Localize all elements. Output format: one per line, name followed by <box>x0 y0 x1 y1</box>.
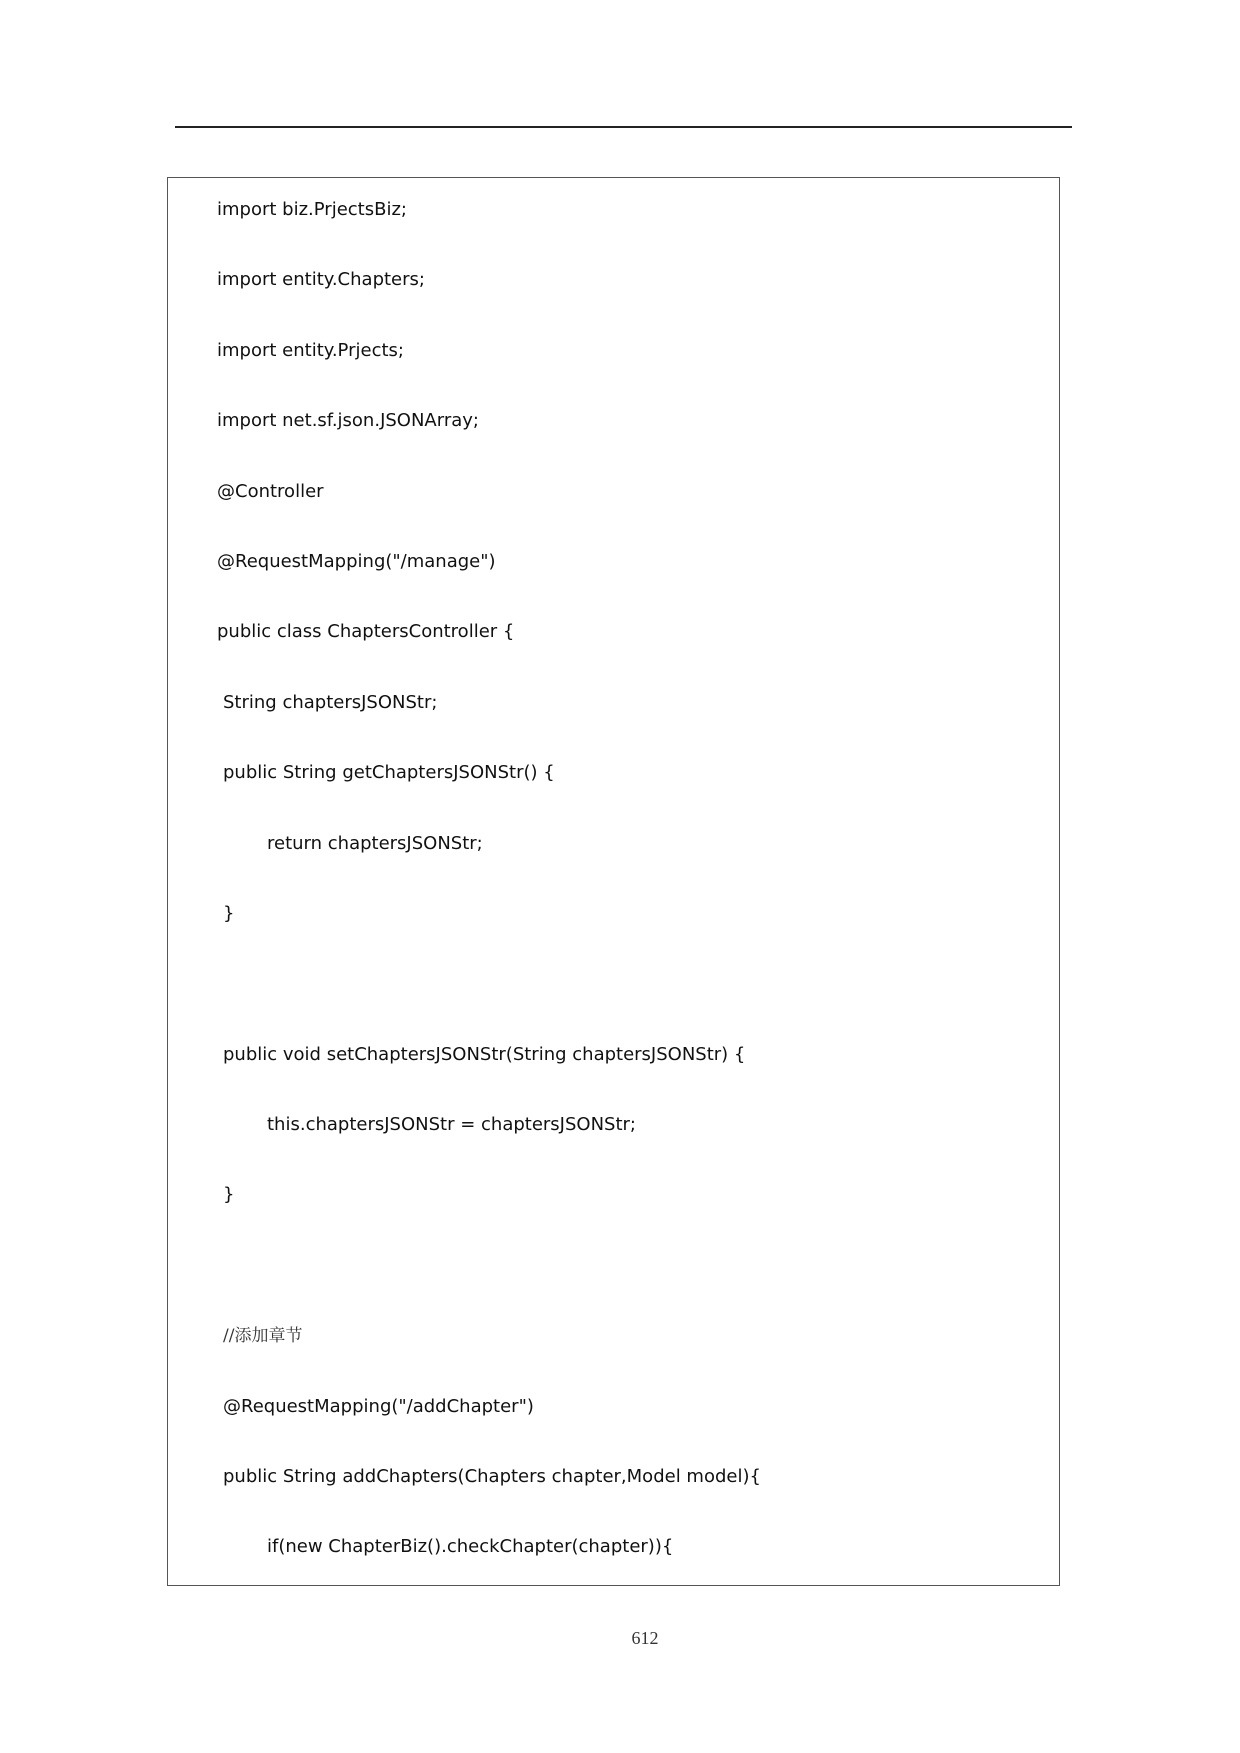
header-rule <box>175 126 1072 128</box>
code-line: import entity.Chapters; <box>217 269 425 291</box>
code-line: } <box>223 902 235 924</box>
code-line: this.chaptersJSONStr = chaptersJSONStr; <box>267 1114 636 1136</box>
code-line: public void setChaptersJSONStr(String chaptersJSONStr) { <box>223 1043 746 1065</box>
code-line: import biz.PrjectsBiz; <box>217 199 407 220</box>
code-line: @RequestMapping("/manage") <box>217 550 496 572</box>
code-line: if(new ChapterBiz().checkChapter(chapter)){ <box>267 1536 674 1558</box>
code-line: import entity.Prjects; <box>217 339 404 361</box>
code-comment: //添加章节 <box>223 1326 303 1347</box>
page-number: 612 <box>631 1628 659 1648</box>
code-line: @Controller <box>217 480 324 502</box>
code-line: public String addChapters(Chapters chapter,Model model){ <box>223 1466 761 1488</box>
code-line: return chaptersJSONStr; <box>267 832 483 854</box>
code-line: import net.sf.json.JSONArray; <box>217 410 479 432</box>
code-listing-box <box>167 177 1060 1586</box>
code-line: public String getChaptersJSONStr() { <box>223 762 555 784</box>
code-line: @RequestMapping("/addChapter") <box>223 1395 534 1417</box>
code-line: } <box>223 1184 235 1206</box>
code-line: String chaptersJSONStr; <box>223 691 438 713</box>
code-line: public class ChaptersController { <box>217 621 515 643</box>
code-listing <box>168 175 1059 1583</box>
blank-line <box>168 949 1059 1019</box>
blank-line <box>168 1231 1059 1301</box>
